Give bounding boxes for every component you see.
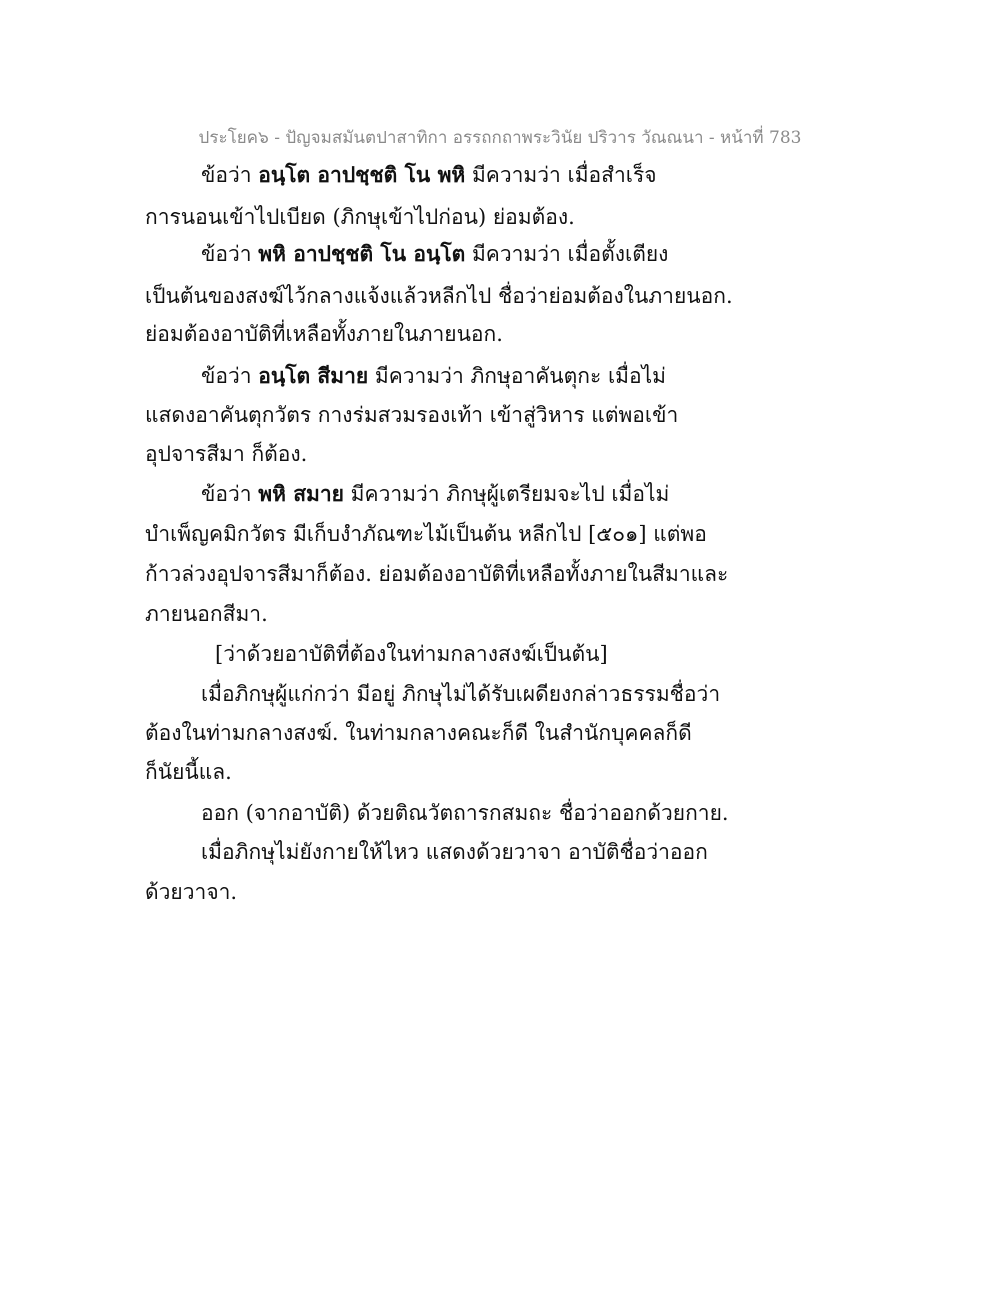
text-line: [201, 240, 668, 268]
text-line: บำเพ็ญคมิกวัตร มีเก็บงำภัณฑะไม้เป็นต้น หลีกไป [๕๐๑] แต่พอ: [145, 522, 707, 546]
text-run: ข้อว่า: [201, 364, 259, 388]
text-line: ก้าวล่วงอุปจารสีมาก็ต้อง. ย่อมต้องอาบัติที่เหลือทั้งภายในสีมาและ: [145, 562, 729, 586]
text-run: มีความว่า ภิกษุอาคันตุกะ เมื่อไม่: [368, 364, 666, 388]
text-line: เมื่อภิกษุผู้แก่กว่า มีอยู่ ภิกษุไม่ได้รับเผดียงกล่าวธรรมชื่อว่า: [201, 682, 721, 706]
text-line: ย่อมต้องอาบัติที่เหลือทั้งภายในภายนอก.: [145, 322, 503, 346]
text-line: [201, 480, 669, 508]
text-line: ภายนอกสีมา.: [145, 602, 268, 626]
page-header: ประโยค๖ - ปัญจมสมันตปาสาทิกา อรรถกถาพระวินัย ปริวาร วัณณนา - หน้าที่ 783: [198, 128, 802, 148]
text-line: ก็นัยนี้แล.: [145, 760, 232, 784]
text-run: ข้อว่า: [201, 163, 259, 187]
text-run: มีความว่า เมื่อตั้งเตียง: [465, 242, 669, 266]
text-line: เมื่อภิกษุไม่ยังกายให้ไหว แสดงด้วยวาจา อาบัติชื่อว่าออก: [201, 840, 708, 864]
section-heading: [ว่าด้วยอาบัติที่ต้องในท่ามกลางสงฆ์เป็นต้น]: [215, 642, 608, 666]
text-line: [201, 161, 657, 189]
pali-term: อนฺโต อาปชฺชติ โน พหิ: [258, 162, 466, 187]
text-run: ข้อว่า: [201, 482, 259, 506]
text-line: แสดงอาคันตุกวัตร กางร่มสวมรองเท้า เข้าสู่วิหาร แต่พอเข้า: [145, 403, 679, 427]
text-run: มีความว่า ภิกษุผู้เตรียมจะไป เมื่อไม่: [344, 482, 670, 506]
text-line: อุปจารสีมา ก็ต้อง.: [145, 442, 308, 466]
pali-term: พหิ สมาย: [258, 481, 344, 506]
text-run: มีความว่า เมื่อสำเร็จ: [465, 163, 657, 187]
text-line: ต้องในท่ามกลางสงฆ์. ในท่ามกลางคณะก็ดี ในสำนักบุคคลก็ดี: [145, 721, 692, 745]
text-run: ข้อว่า: [201, 242, 259, 266]
text-line: [201, 362, 666, 390]
pali-term: อนฺโต สีมาย: [258, 363, 369, 388]
text-line: ออก (จากอาบัติ) ด้วยติณวัตถารกสมถะ ชื่อว่าออกด้วยกาย.: [201, 801, 729, 825]
text-line: เป็นต้นของสงฆ์ไว้กลางแจ้งแล้วหลีกไป ชื่อว่าย่อมต้องในภายนอก.: [145, 284, 733, 308]
pali-term: พหิ อาปชฺชติ โน อนฺโต: [258, 241, 466, 266]
text-line: ด้วยวาจา.: [145, 880, 238, 904]
text-line: การนอนเข้าไปเบียด (ภิกษุเข้าไปก่อน) ย่อมต้อง.: [145, 205, 575, 229]
